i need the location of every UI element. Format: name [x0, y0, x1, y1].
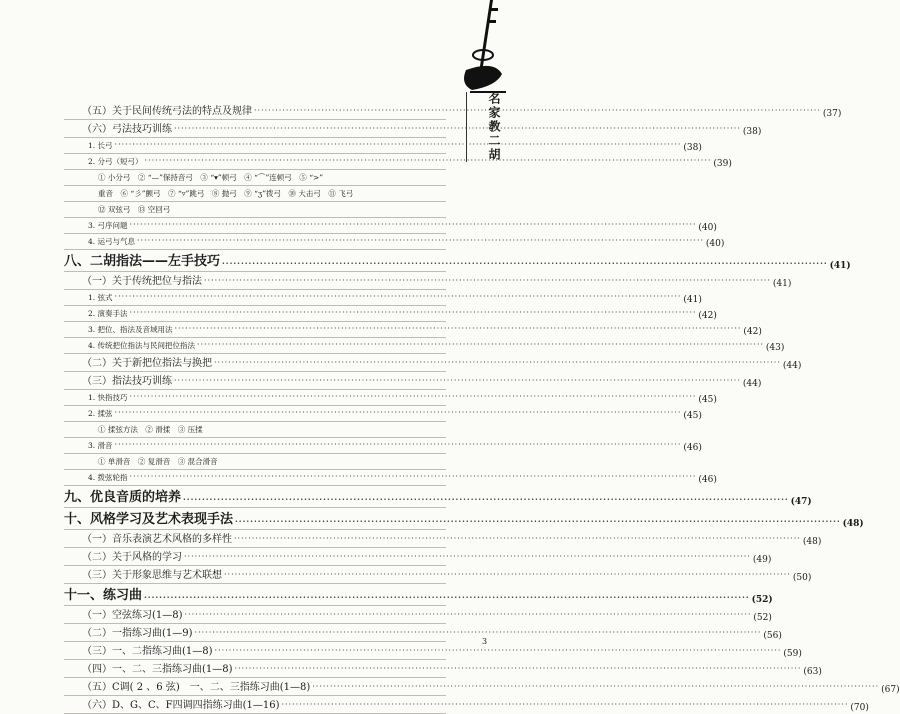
toc-entry-page: (50)	[792, 573, 812, 583]
toc-entry[interactable]	[64, 508, 864, 530]
dot-leader: ································································································································································	[114, 292, 682, 301]
toc-entry[interactable]	[64, 306, 717, 322]
toc-entry-title: （一）关于传统把位与指法	[82, 276, 202, 287]
toc-entry[interactable]	[64, 102, 842, 120]
toc-entry-title: 1. 长弓	[88, 141, 113, 150]
toc-entry-page: (44)	[782, 361, 802, 371]
toc-entry-title: （五）关于民间传统弓法的特点及规律	[82, 106, 252, 117]
toc-entry-title: 3. 弓序问题	[88, 221, 128, 230]
toc-entry-page: (40)	[698, 223, 717, 233]
book-title: 名家教二胡	[466, 92, 503, 162]
toc-entry[interactable]	[64, 486, 812, 508]
dot-leader: ································································································································································	[137, 236, 704, 245]
toc-subitems: ⑫ 双弦弓 ⑬ 空回弓	[64, 202, 446, 218]
toc-entry-page: (45)	[683, 411, 702, 421]
toc-entry[interactable]	[64, 548, 772, 566]
dot-leader: ································································································································································	[174, 376, 741, 385]
toc-entry-title: 2. 揉弦	[88, 409, 113, 418]
toc-subitems: ① 小分弓 ② “—”保持音弓 ③ “▾”顿弓 ④ “⌒”连顿弓 ⑤ “>”	[64, 170, 446, 186]
toc-entry-title: （五）C调( 2 、6 弦) 一、二、三指练习曲(1—8)	[82, 682, 311, 693]
dot-leader: ································································································································································	[254, 106, 821, 115]
toc-entry-page: (39)	[713, 159, 732, 169]
dot-leader: ································································································································································	[114, 408, 682, 417]
toc-entry[interactable]	[64, 696, 869, 714]
toc-entry[interactable]	[64, 438, 702, 454]
toc-entry-page: (38)	[742, 127, 762, 137]
toc-subitems: ① 揉弦方法 ② 滑揉 ③ 压揉	[64, 422, 446, 438]
dot-leader: ································································································································································	[184, 552, 751, 561]
dot-leader: ································································································································································	[129, 220, 697, 229]
dot-leader: ································································································································································	[197, 340, 764, 349]
dot-leader: ································································································································································	[129, 392, 697, 401]
toc-entry-title: 2. 演奏手法	[88, 309, 128, 318]
toc-entry-page: (67)	[881, 685, 900, 695]
toc-entry-title: （一）音乐表演艺术风格的多样性	[82, 534, 232, 545]
toc-entry-page: (56)	[763, 631, 782, 641]
toc-entry[interactable]	[64, 642, 802, 660]
toc-entry[interactable]	[64, 338, 785, 354]
erhu-icon	[436, 0, 507, 100]
toc-entry[interactable]	[64, 390, 717, 406]
toc-entry-title: 2. 分弓（短弓）	[88, 157, 143, 166]
toc-entry[interactable]	[64, 272, 792, 290]
toc-entry-title: 九、优良音质的培养	[64, 490, 182, 505]
dot-leader: ································································································································································	[194, 628, 762, 637]
dot-leader: ································································································································································	[174, 324, 742, 333]
toc-entry[interactable]	[64, 530, 822, 548]
toc-entry[interactable]	[64, 584, 773, 606]
toc-entry-title: （三）指法技巧训练	[82, 376, 172, 387]
toc-entry-title: 八、二胡指法——左手技巧	[64, 254, 221, 269]
toc-entry-page: (70)	[850, 703, 869, 713]
dot-leader: ································································································································································	[114, 440, 682, 449]
toc-entry[interactable]	[64, 624, 782, 642]
toc-entry-page: (47)	[790, 497, 812, 507]
toc-entry-title: 3. 把位、指法及音域用法	[88, 325, 173, 334]
toc-entry-page: (46)	[683, 443, 702, 453]
toc-entry-page: (41)	[683, 295, 702, 305]
toc-entry-page: (41)	[829, 261, 851, 271]
toc-entry-page: (59)	[783, 649, 802, 659]
toc-entry[interactable]	[64, 290, 702, 306]
toc-entry-title: 3. 滑音	[88, 441, 113, 450]
toc-entry-title: 4. 传统把位指法与民间把位指法	[88, 341, 196, 350]
toc-entry-page: (44)	[742, 379, 762, 389]
dot-leader: ································································································································································	[144, 592, 750, 602]
toc-subitems: ① 单滑音 ② 复滑音 ③ 混合滑音	[64, 454, 446, 470]
dot-leader: ································································································································································	[281, 700, 849, 709]
dot-leader: ································································································································································	[144, 156, 712, 165]
dot-leader: ································································································································································	[204, 276, 771, 285]
toc-entry-title: （二）关于新把位指法与换把	[82, 358, 212, 369]
toc-entry-page: (42)	[743, 327, 762, 337]
toc-entry[interactable]	[64, 138, 702, 154]
toc-entry[interactable]	[64, 406, 702, 422]
dot-leader: ································································································································································	[114, 140, 682, 149]
dot-leader: ································································································································································	[183, 494, 789, 504]
toc-entry-title: （一）空弦练习(1—8)	[82, 610, 183, 621]
toc-entry[interactable]	[64, 470, 717, 486]
dot-leader: ································································································································································	[235, 516, 841, 526]
dot-leader: ································································································································································	[214, 358, 781, 367]
toc-entry-page: (52)	[753, 613, 772, 623]
toc-entry[interactable]	[64, 322, 762, 338]
toc-entry-page: (48)	[842, 519, 864, 529]
toc-entry[interactable]	[64, 372, 762, 390]
toc-entry[interactable]	[64, 354, 802, 372]
toc-entry-page: (38)	[683, 143, 702, 153]
dot-leader: ································································································································································	[224, 570, 791, 579]
toc-entry-title: （三）关于形象思维与艺术联想	[82, 570, 222, 581]
toc-entry-page: (40)	[705, 239, 725, 249]
toc-entry[interactable]	[64, 678, 900, 696]
toc-entry-title: （六）D、G、C、F四调四指练习曲(1—16)	[82, 700, 280, 711]
toc-entry-page: (63)	[803, 667, 822, 677]
toc-entry-page: (43)	[765, 343, 785, 353]
toc-entry-page: (48)	[802, 537, 822, 547]
dot-leader: ································································································································································	[129, 308, 697, 317]
dot-leader: ································································································································································	[129, 472, 697, 481]
dot-leader: ································································································································································	[184, 610, 752, 619]
toc-entry-title: （六）弓法技巧训练	[82, 124, 172, 135]
toc-entry-page: (37)	[822, 109, 842, 119]
dot-leader: ································································································································································	[174, 124, 741, 133]
toc-entry-title: 4. 拨弦轮指	[88, 473, 128, 482]
dot-leader: ································································································································································	[222, 258, 828, 268]
toc-entry-title: （三）一、二指练习曲(1—8)	[82, 646, 213, 657]
toc-entry[interactable]	[64, 606, 772, 624]
toc-entry-title: （四）一、二、三指练习曲(1—8)	[82, 664, 233, 675]
toc-entry-title: 4. 运弓与气息	[88, 237, 136, 246]
dot-leader: ································································································································································	[214, 646, 782, 655]
toc-entry-title: 十一、练习曲	[64, 588, 143, 603]
toc-entry[interactable]	[64, 234, 725, 250]
toc-entry[interactable]	[64, 566, 812, 584]
toc-entry-page: (52)	[751, 595, 773, 605]
toc-entry-page: (46)	[698, 475, 717, 485]
toc-entry-title: （二）关于风格的学习	[82, 552, 182, 563]
toc-entry-page: (41)	[772, 279, 792, 289]
toc-entry[interactable]	[64, 154, 732, 170]
dot-leader: ································································································································································	[234, 664, 802, 673]
dot-leader: ································································································································································	[234, 534, 801, 543]
toc-entry-title: 1. 弦式	[88, 293, 113, 302]
toc-entry[interactable]	[64, 660, 822, 678]
dot-leader: ································································································································································	[312, 682, 880, 691]
toc-entry[interactable]	[64, 250, 851, 272]
toc-entry[interactable]	[64, 120, 762, 138]
toc-entry[interactable]	[64, 218, 717, 234]
toc-entry-title: 十、风格学习及艺术表现手法	[64, 512, 234, 527]
toc-entry-page: (42)	[698, 311, 717, 321]
toc-entry-title: （二）一指练习曲(1—9)	[82, 628, 193, 639]
toc-subitems: 重音 ⑥ “彡”颤弓 ⑦ “▿”跳弓 ⑧ 抛弓 ⑨ “ʒ”拨弓 ⑩ 大击弓 ⑪ 飞弓	[64, 186, 446, 202]
toc-entry-page: (49)	[752, 555, 772, 565]
toc-entry-title: 1. 快指技巧	[88, 393, 128, 402]
page-number: 3	[482, 637, 488, 646]
toc-entry-page: (45)	[698, 395, 717, 405]
